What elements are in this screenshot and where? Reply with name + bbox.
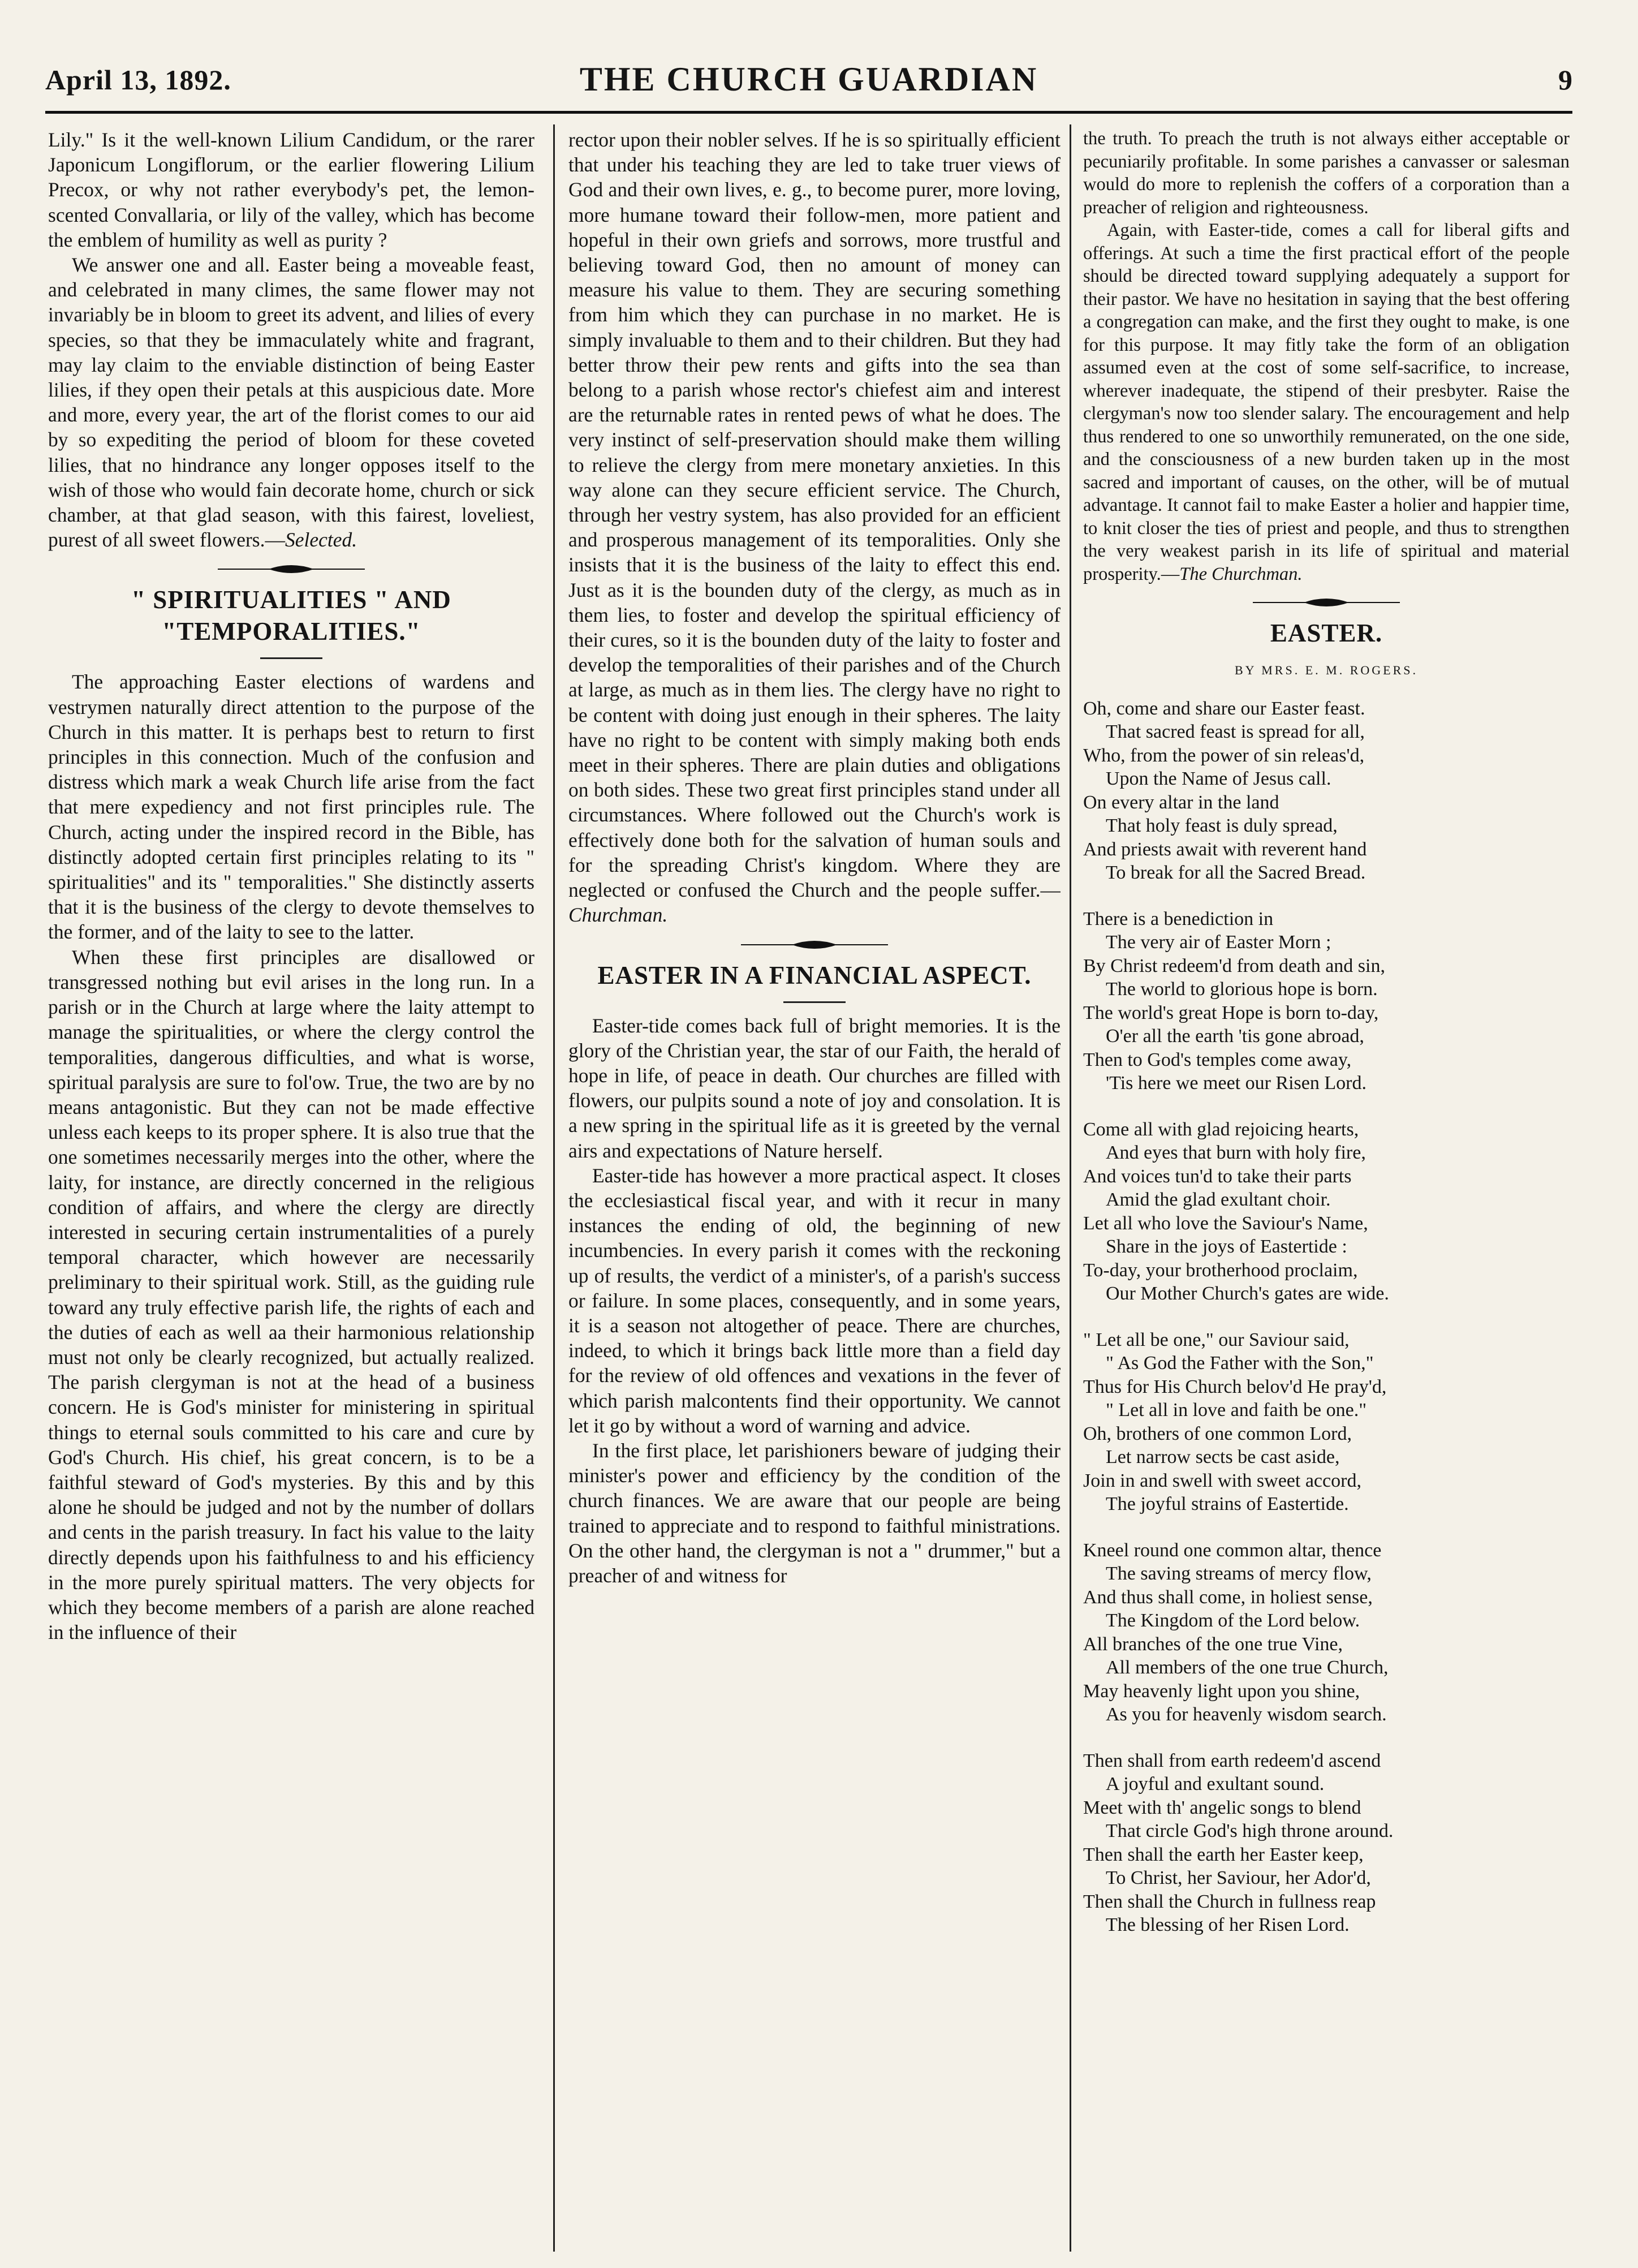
body-paragraph: the truth. To preach the truth is not always either acceptable or pecuniarily profitable. In some parishes a canvasser or salesman would do more to replenish the coffers of a corporation than a preacher of religion and righteousness. [1083, 128, 1570, 218]
signature: The Churchman. [1179, 563, 1303, 584]
column-divider [1070, 124, 1071, 2252]
poem-stanza [1083, 1539, 1570, 1727]
poem-line: Who, from the power of sin releas'd, [1083, 744, 1365, 766]
poem-stanza [1083, 1118, 1570, 1306]
poem-stanza [1083, 907, 1570, 1095]
poem-stanza [1083, 1328, 1570, 1516]
poem-line: The Kingdom of the Lord below. [1106, 1610, 1360, 1631]
poem-line: And thus shall come, in holiest sense, [1083, 1586, 1373, 1608]
poem-line: Share in the joys of Eastertide : [1106, 1236, 1347, 1257]
poem-line: That sacred feast is spread for all, [1106, 721, 1365, 742]
poem-line: Then shall the earth her Easter keep, [1083, 1844, 1364, 1865]
column-3 [1083, 127, 1570, 2246]
poem-line: To Christ, her Saviour, her Ador'd, [1106, 1867, 1371, 1888]
poem-line: Kneel round one common altar, thence [1083, 1539, 1382, 1561]
poem-line: May heavenly light upon you shine, [1083, 1680, 1360, 1702]
poem-line: Our Mother Church's gates are wide. [1106, 1283, 1389, 1304]
poem-line: And priests await with reverent hand [1083, 838, 1367, 860]
body-paragraph: We answer one and all. Easter being a moveable feast, and celebrated in many climes, the same flower may not invariably be in bloom to greet its advent, and lilies of every species, so that they be immaculately white and fragrant, may lay claim to the enviable distinction of being Easter lilies, if they open their petals at this auspicious date. More and more, every year, the art of the florist comes to our aid by so expediting the period of bloom for these coveted lilies, that no hindrance any longer opposes itself to the wish of those who would fain decorate home, church or sick chamber, at that glad season, with this fairest, loveliest, purest of all sweet flowers.—Selected. [48, 253, 534, 552]
article-headline: " SPIRITUALITIES " AND "TEMPORALITIES." [131, 586, 451, 646]
ornament-divider [1242, 596, 1411, 609]
poem-line: Then shall the Church in fullness reap [1083, 1891, 1376, 1912]
poem-line: Oh, brothers of one common Lord, [1083, 1423, 1352, 1444]
poem-line: Meet with th' angelic songs to blend [1083, 1797, 1361, 1818]
poem-stanza [1083, 1749, 1570, 1937]
poem-line: All branches of the one true Vine, [1083, 1633, 1343, 1655]
ornament-divider [730, 938, 899, 952]
poem-byline: BY MRS. E. M. ROGERS. [1234, 663, 1418, 677]
poem-line: The world's great Hope is born to-day, [1083, 1002, 1379, 1023]
body-paragraph: Easter-tide comes back full of bright memories. It is the glory of the Christian year, the star of our Faith, the herald of hope in life, of peace in death. Our churches are filled with flowers, our pulpits sound a note of joy and consolation. It is a new spring in the spiritual life as it is greeted by the vernal airs and expectations of Nature herself. [568, 1014, 1061, 1162]
poem-line: The saving streams of mercy flow, [1106, 1563, 1372, 1584]
poem [1083, 697, 1570, 1937]
poem-line: To break for all the Sacred Bread. [1106, 862, 1366, 883]
body-paragraph: When these first principles are disallowed or transgressed nothing but evil arises in the long run. In a parish or in the Church at large where the laity attempt to manage the spiritualities, or where the clergy control the temporalities, dangerous difficulties, and what is worse, spiritual paralysis are sure to fol'ow. True, the two are by no means antagonistic. But they can not be made effective unless each keeps to its proper sphere. It is also true that the one sometimes necessarily merges into the other, where the laity, for instance, are directly concerned in the religious condition of affairs, and where the clergy are directly interested in securing certain instrumentalities of a purely temporal character, which however are necessarily preliminary to their spiritual work. Still, as the guiding rule toward any truly effective parish life, the rights of each and the duties of each as well aa their harmonious relationship must not only be clearly recognized, but actually realized. The parish clergyman is not at the head of a business concern. He is God's minister for ministering in spiritual things to eternal souls committed to his care and cure by God's Church. His chief, his great concern, is to be a faithful steward of God's mysteries. By this and by this alone he should be judged and not by the number of dollars and cents in the parish treasury. In fact his value to the laity directly depends upon his faithfulness to and his efficiency in the more purely spiritual matters. The very objects for which they become members of a parish are alone reached in the influence of their [48, 945, 534, 1644]
column-2 [568, 127, 1061, 2246]
page-number: 9 [1558, 64, 1572, 96]
poem-line: Then to God's temples come away, [1083, 1049, 1352, 1070]
issue-date: April 13, 1892. [45, 64, 231, 96]
poem-line: All members of the one true Church, [1106, 1657, 1389, 1678]
column-1 [48, 127, 534, 2246]
poem-line: Upon the Name of Jesus call. [1106, 768, 1331, 789]
poem-line: " Let all be one," our Saviour said, [1083, 1329, 1350, 1350]
poem-line: To-day, your brotherhood proclaim, [1083, 1259, 1358, 1281]
poem-line: That holy feast is duly spread, [1106, 815, 1338, 836]
poem-line: " As God the Father with the Son," [1106, 1353, 1374, 1374]
poem-line: There is a benediction in [1083, 908, 1274, 929]
poem-line: As you for heavenly wisdom search. [1106, 1704, 1387, 1725]
poem-line: 'Tis here we meet our Risen Lord. [1106, 1073, 1367, 1094]
poem-line: The world to glorious hope is born. [1106, 979, 1378, 1000]
column-divider [553, 124, 555, 2252]
poem-line: A joyful and exultant sound. [1106, 1774, 1325, 1794]
signature: Selected. [285, 528, 357, 552]
body-paragraph: Easter-tide has however a more practical aspect. It closes the ecclesiastical fiscal year, and with it recur in many instances the ending of old, the beginning of new incumbencies. In every parish it comes with the reckoning up of results, the verdict of a minister's, of a parish's success or failure. In some places, consequently, and in some years, it is a season not altogether of peace. There are churches, indeed, to which it brings back little more than a field day for the review of old offences and vexations in the fever of which parish malcontents find their opportunity. We cannot let it go by without a word of warning and advice. [568, 1164, 1061, 1437]
article-headline: EASTER IN A FINANCIAL ASPECT. [597, 961, 1032, 989]
masthead [45, 60, 1572, 111]
poem-line: And eyes that burn with holy fire, [1106, 1142, 1366, 1163]
poem-line: Join in and swell with sweet accord, [1083, 1470, 1361, 1491]
headline-rule [260, 657, 322, 659]
poem-line: Let all who love the Saviour's Name, [1083, 1212, 1368, 1234]
newspaper-title: THE CHURCH GUARDIAN [579, 61, 1038, 98]
headline-rule [783, 1001, 846, 1003]
poem-line: That circle God's high throne around. [1106, 1821, 1394, 1841]
body-paragraph: In the first place, let parishioners beware of judging their minister's power and efficiency by the condition of the church finances. We are aware that our people are being trained to appreciate and to respond to faithful ministrations. On the other hand, the clergyman is not a " drummer," but a preacher of and witness for [568, 1439, 1061, 1587]
header-rule [45, 111, 1572, 114]
poem-line: Let narrow sects be cast aside, [1106, 1447, 1340, 1467]
poem-line: Come all with glad rejoicing hearts, [1083, 1118, 1359, 1140]
poem-line: And voices tun'd to take their parts [1083, 1165, 1352, 1187]
body-paragraph: Lily." Is it the well-known Lilium Candidum, or the rarer Japonicum Longiflorum, or the earlier flowering Lilium Precox, or why not rather everybody's pet, the lemon-scented Convallaria, or lily of the valley, which has become the emblem of humility as well as purity ? [48, 128, 534, 251]
poem-line: Thus for His Church belov'd He pray'd, [1083, 1376, 1387, 1397]
poem-line: Amid the glad exultant choir. [1106, 1189, 1331, 1210]
body-paragraph: rector upon their nobler selves. If he is so spiritually efficient that under his teaching they are led to take truer views of God and their own lives, e. g., to become purer, more loving, more humane toward their follow-men, more patient and hopeful in their own griefs and sorrows, more trustful and believing toward God, then no amount of money can measure his value to them. They are securing something from him which they can purchase in no market. He is simply invaluable to them and to their children. But they had better throw their pew rents and gifts into the sea than belong to a parish whose rector's chiefest aim and interest are the returnable rates in rented pews of what he does. The very instinct of self-preservation should make them willing to relieve the clergy from mere monetary anxieties. In this way alone can they secure efficient service. The Church, through her vestry system, has also provided for an efficient and prosperous management of its temporalities. Only she insists that it is the business of the laity to effect this end. Just as it is the bounden duty of the clergy, as much as in them lies, to foster and develop the spiritual efficiency of their cures, so it is the bounden duty of the laity to foster and develop the temporalities of their parishes and of the Church at large, as much as in them lies. The clergy have no right to be content with doing just enough in their spheres. The laity have no right to be content with simply making both ends meet in their spheres. There are plain duties and obligations on both sides. These two great first principles stand under all circumstances. Where followed out the Church's work is effectively done both for the salvation of human souls and for the spreading Christ's kingdom. Where they are neglected or confused the Church and the people suffer.—Churchman. [568, 128, 1061, 927]
ornament-divider [206, 562, 376, 576]
poem-line: On every altar in the land [1083, 791, 1279, 813]
signature: Churchman. [568, 903, 668, 927]
body-paragraph: The approaching Easter elections of wardens and vestrymen naturally direct attention to the purpose of the Church in this matter. It is perhaps best to return to first principles in this connection. Much of the confusion and distress which mark a weak Church life arise from the fact that mere expediency and not first principles rule. The Church, acting under the inspired record in the Bible, has distinctly adopted certain first principles relating to its " spiritualities" and its " temporalities." She distinctly asserts that it is the business of the clergy to devote themselves to the former, and of the laity to see to the latter. [48, 670, 534, 944]
poem-stanza [1083, 697, 1570, 885]
poem-line: By Christ redeem'd from death and sin, [1083, 955, 1385, 976]
poem-line: Oh, come and share our Easter feast. [1083, 698, 1365, 719]
poem-line: " Let all in love and faith be one." [1106, 1400, 1367, 1421]
poem-title: EASTER. [1270, 619, 1383, 647]
poem-line: The very air of Easter Morn ; [1106, 932, 1331, 953]
poem-line: Then shall from earth redeem'd ascend [1083, 1750, 1381, 1771]
body-paragraph: Again, with Easter-tide, comes a call for liberal gifts and offerings. At such a time the first practical effort of the people should be directed toward supplying adequately a support for their pastor. We have no hesitation in saying that the best offering a congregation can make, and the first they ought to make, is one for this purpose. It may fitly take the form of an obligation assumed even at the cost of some self-sacrifice, to increase, wherever inadequate, the stipend of their presbyter. Raise the clergyman's now too slender salary. The encouragement and help thus rendered to one so unworthily remunerated, on the one side, and the consciousness of a new burden taken up in the most sacred and important of causes, on the other, will be of mutual advantage. It cannot fail to make Easter a holier and happier time, to knit closer the ties of priest and people, and thus to strengthen the very weakest parish in its life of spiritual and material prosperity.—The Churchman. [1083, 220, 1570, 584]
poem-line: O'er all the earth 'tis gone abroad, [1106, 1026, 1364, 1047]
poem-line: The joyful strains of Eastertide. [1106, 1494, 1349, 1514]
poem-line: The blessing of her Risen Lord. [1106, 1914, 1350, 1935]
